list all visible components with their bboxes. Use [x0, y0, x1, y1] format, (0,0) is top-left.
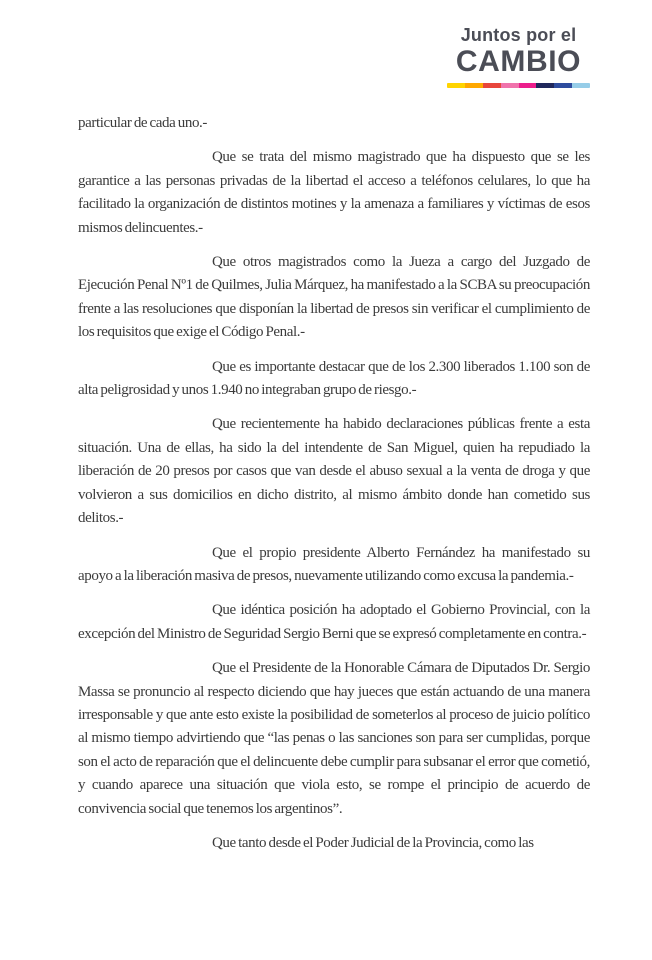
document-paragraph: Que otros magistrados como la Jueza a cargo del Juzgado de Ejecución Penal Nº1 de Quilmes, Julia Márquez, ha manifestado a la SCBA su preocupación frente a las resoluciones que disponían la libertad de presos sin verificar el cumplimiento de los requisitos que exige el Código Penal.-: [78, 254, 590, 341]
logo-bar-segment: [554, 83, 572, 88]
logo-text-line2: CAMBIO: [455, 44, 582, 78]
logo-bar-segment: [465, 83, 483, 88]
logo-bar-segment: [483, 83, 501, 88]
document-paragraph: Que recientemente ha habido declaraciones públicas frente a esta situación. Una de ellas, ha sido la del intendente de San Miguel, quien ha repudiado la liberación de 20 presos por casos que van desde el abuso sexual a la venta de droga y que volvieron a sus domicilios en dicho distrito, al mismo ámbito donde han cometido sus delitos.-: [78, 416, 590, 527]
document-paragraph: Que el Presidente de la Honorable Cámara de Diputados Dr. Sergio Massa se pronuncio al respecto diciendo que hay jueces que están actuando de una manera irresponsable y que ante esto existe la posibilidad de someterlos al proceso de juicio político al mismo tiempo advirtiendo que “las penas o las sanciones son para ser cumplidas, porque son el acto de reparación que el delincuente debe cumplir para subsanar el error que cometió, y cuando aparece una situación que viola esto, se rompe el principio de acuerdo de convivencia social que tenemos los argentinos”.: [78, 660, 590, 817]
logo-bar-segment: [519, 83, 537, 88]
logo-bar-segment: [572, 83, 590, 88]
document-paragraph: Que tanto desde el Poder Judicial de la Provincia, como las: [212, 834, 534, 851]
juntos-por-el-cambio-logo: [447, 26, 590, 88]
document-paragraph: particular de cada uno.-: [78, 115, 207, 131]
logo-bar-segment: [447, 83, 465, 88]
logo-bar-segment: [536, 83, 554, 88]
document-body: [78, 112, 590, 866]
document-paragraph: Que el propio presidente Alberto Fernández ha manifestado su apoyo a la liberación masiva de presos, nuevamente utilizando como excusa la pandemia.-: [78, 544, 590, 584]
document-paragraph: Que idéntica posición ha adoptado el Gobierno Provincial, con la excepción del Ministro de Seguridad Sergio Berni que se expresó completamente en contra.-: [78, 602, 590, 642]
document-paragraph: Que se trata del mismo magistrado que ha dispuesto que se les garantice a las personas privadas de la libertad el acceso a teléfonos celulares, lo que ha facilitado la organización de distintos motines y la amenaza a familiares y víctimas de esos mismos delincuentes.-: [78, 149, 590, 236]
logo-bar-segment: [501, 83, 519, 88]
logo-text-line1: Juntos por el: [460, 25, 577, 45]
logo-color-bar: [447, 83, 590, 88]
document-paragraph: Que es importante destacar que de los 2.300 liberados 1.100 son de alta peligrosidad y unos 1.940 no integraban grupo de riesgo.-: [78, 358, 590, 399]
